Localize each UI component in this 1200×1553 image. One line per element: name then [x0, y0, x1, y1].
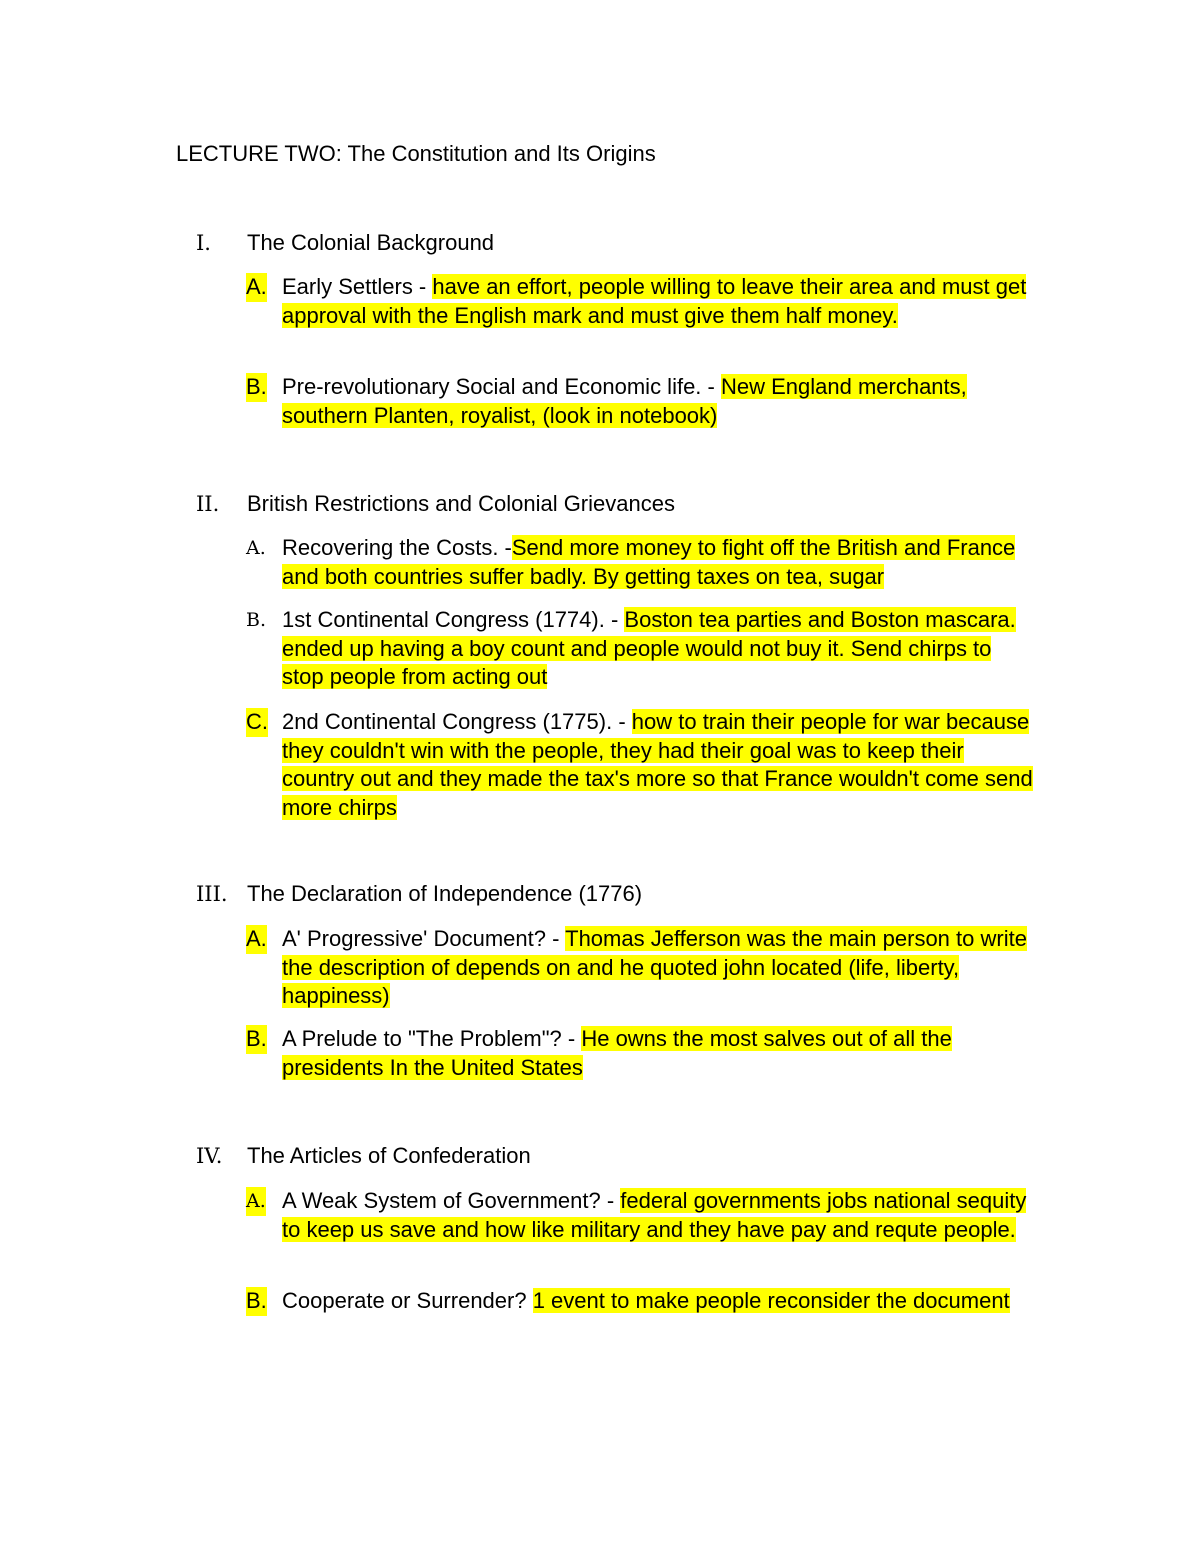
list-item [246, 708, 1036, 822]
list-item [246, 925, 1036, 1011]
item-prompt: A Weak System of Government? - [282, 1188, 621, 1213]
list-item [246, 534, 1036, 591]
section-numeral: II. [196, 492, 220, 516]
item-answer: He owns the most salves out of all the presidents In the United States [282, 1026, 952, 1080]
item-text [282, 373, 1036, 430]
list-item [246, 273, 1036, 330]
section-title: The Colonial Background [247, 230, 495, 255]
list-item [246, 1287, 1036, 1316]
item-letter: A. [246, 1187, 266, 1216]
item-answer: Thomas Jefferson was the main person to write the description of depends on and he quoted john located (life, liberty, happiness) [282, 926, 1027, 1009]
item-text [282, 1187, 1036, 1244]
item-answer: have an effort, people willing to leave their area and must get approval with the English mark and must give them half money. [282, 274, 1027, 328]
item-answer: Send more money to fight off the British and France and both countries suffer badly. By getting taxes on tea, sugar [282, 535, 1016, 589]
item-answer: New England merchants, southern Planten, royalist, (look in notebook) [282, 374, 967, 428]
item-letter: B. [246, 373, 267, 402]
item-letter: B. [246, 1287, 267, 1316]
item-prompt: Recovering the Costs. - [282, 535, 512, 560]
item-prompt: A Prelude to "The Problem"? - [282, 1026, 582, 1051]
item-prompt: Cooperate or Surrender? [282, 1288, 533, 1313]
item-prompt: A' Progressive' Document? - [282, 926, 566, 951]
section-title: British Restrictions and Colonial Grievances [247, 491, 675, 516]
item-answer: 1 event to make people reconsider the document [532, 1288, 1010, 1313]
item-prompt: 2nd Continental Congress (1775). - [282, 709, 632, 734]
section-numeral: III. [196, 882, 228, 906]
item-letter: A. [246, 925, 267, 954]
item-answer: federal governments jobs national sequity to keep us save and how like military and they have pay and requte people. [282, 1188, 1027, 1242]
item-prompt: 1st Continental Congress (1774). - [282, 607, 625, 632]
item-text [282, 925, 1036, 1011]
item-answer: how to train their people for war because they couldn't win with the people, they had their goal was to keep their country out and they made the tax's more so that France wouldn't come send more chirps [282, 709, 1033, 820]
item-text [282, 708, 1036, 822]
item-letter: A. [246, 537, 266, 559]
item-text [282, 1025, 1036, 1082]
section-title: The Articles of Confederation [247, 1143, 531, 1168]
list-item [246, 373, 1036, 430]
item-letter: B. [246, 609, 267, 631]
item-letter: B. [246, 1025, 267, 1054]
item-letter: C. [246, 708, 268, 737]
list-item [246, 606, 1036, 692]
section-numeral: I. [196, 231, 211, 255]
list-item [246, 1025, 1036, 1082]
item-answer: Boston tea parties and Boston mascara. ended up having a boy count and people would not buy it. Send chirps to stop people from acting out [282, 607, 1016, 690]
item-prompt: Early Settlers - [282, 274, 433, 299]
item-text [282, 1287, 1036, 1316]
item-text [282, 534, 1036, 591]
list-item [246, 1187, 1036, 1244]
section-title: The Declaration of Independence (1776) [247, 881, 643, 906]
item-prompt: Pre-revolutionary Social and Economic life. - [282, 374, 721, 399]
item-text [282, 273, 1036, 330]
item-letter: A. [246, 273, 267, 302]
lecture-title: LECTURE TWO: The Constitution and Its Origins [176, 141, 656, 166]
item-text [282, 606, 1036, 692]
section-numeral: IV. [196, 1144, 223, 1168]
